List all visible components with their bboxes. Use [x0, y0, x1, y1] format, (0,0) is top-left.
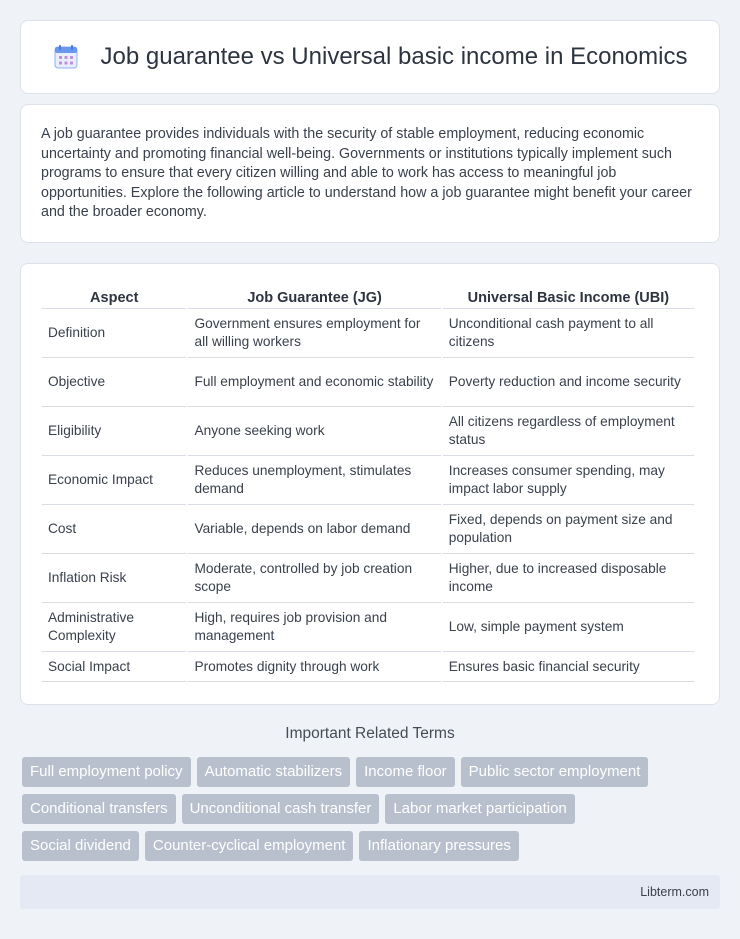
table-row — [42, 309, 694, 358]
ubi-cell: Increases consumer spending, may impact labor supply — [443, 456, 694, 505]
aspect-cell: Inflation Risk — [42, 554, 186, 603]
table-row — [42, 554, 694, 603]
jg-cell: Reduces unemployment, stimulates demand — [188, 456, 440, 505]
ubi-cell: Low, simple payment system — [443, 603, 694, 652]
related-term-tag[interactable]: Income floor — [356, 757, 455, 787]
ubi-cell: Poverty reduction and income security — [443, 358, 694, 407]
ubi-cell: Higher, due to increased disposable income — [443, 554, 694, 603]
intro-card — [20, 104, 720, 243]
table-header-row — [42, 284, 694, 309]
column-header-ubi: Universal Basic Income (UBI) — [443, 284, 694, 309]
column-header-aspect: Aspect — [42, 284, 186, 309]
related-term-tag[interactable]: Labor market participation — [385, 794, 574, 824]
aspect-cell: Cost — [42, 505, 186, 554]
comparison-table — [40, 284, 696, 682]
aspect-cell: Administrative Complexity — [42, 603, 186, 652]
related-term-tag[interactable]: Automatic stabilizers — [197, 757, 351, 787]
column-header-jg: Job Guarantee (JG) — [188, 284, 440, 309]
ubi-cell: Fixed, depends on payment size and population — [443, 505, 694, 554]
jg-cell: Promotes dignity through work — [188, 652, 440, 682]
calendar-icon — [53, 44, 79, 70]
table-row — [42, 407, 694, 456]
aspect-cell: Social Impact — [42, 652, 186, 682]
tag-row — [22, 831, 722, 861]
intro-paragraph: A job guarantee provides individuals with the security of stable employment, reducing economic uncertainty and promoting financial well-being. Governments or institutions typically implement such programs to ensure that every citizen willing and able to work has access to meaningful job opportunities. Explore the following article to understand how a job guarantee might benefit your career and the broader economy. — [41, 126, 692, 221]
jg-cell: Government ensures employment for all willing workers — [188, 309, 440, 358]
comparison-card — [20, 263, 720, 705]
related-terms-list — [22, 757, 722, 868]
related-term-tag[interactable]: Inflationary pressures — [359, 831, 518, 861]
related-term-tag[interactable]: Counter-cyclical employment — [145, 831, 354, 861]
aspect-cell: Economic Impact — [42, 456, 186, 505]
jg-cell: Full employment and economic stability — [188, 358, 440, 407]
table-row — [42, 358, 694, 407]
jg-cell: High, requires job provision and management — [188, 603, 440, 652]
tag-row — [22, 757, 722, 787]
aspect-cell: Eligibility — [42, 407, 186, 456]
aspect-cell: Definition — [42, 309, 186, 358]
table-row — [42, 652, 694, 682]
tag-row — [22, 794, 722, 824]
jg-cell: Anyone seeking work — [188, 407, 440, 456]
related-terms-title: Important Related Terms — [285, 725, 455, 742]
table-row — [42, 505, 694, 554]
ubi-cell: Unconditional cash payment to all citizens — [443, 309, 694, 358]
ubi-cell: All citizens regardless of employment status — [443, 407, 694, 456]
jg-cell: Moderate, controlled by job creation scope — [188, 554, 440, 603]
related-term-tag[interactable]: Full employment policy — [22, 757, 191, 787]
ubi-cell: Ensures basic financial security — [443, 652, 694, 682]
table-row — [42, 603, 694, 652]
footer — [20, 875, 720, 909]
related-term-tag[interactable]: Social dividend — [22, 831, 139, 861]
related-term-tag[interactable]: Public sector employment — [461, 757, 649, 787]
aspect-cell: Objective — [42, 358, 186, 407]
table-row — [42, 456, 694, 505]
related-term-tag[interactable]: Conditional transfers — [22, 794, 176, 824]
footer-site-link[interactable]: Libterm.com — [640, 885, 709, 899]
header-card — [20, 20, 720, 94]
page-title: Job guarantee vs Universal basic income in Economics — [100, 43, 688, 70]
jg-cell: Variable, depends on labor demand — [188, 505, 440, 554]
related-term-tag[interactable]: Unconditional cash transfer — [182, 794, 380, 824]
